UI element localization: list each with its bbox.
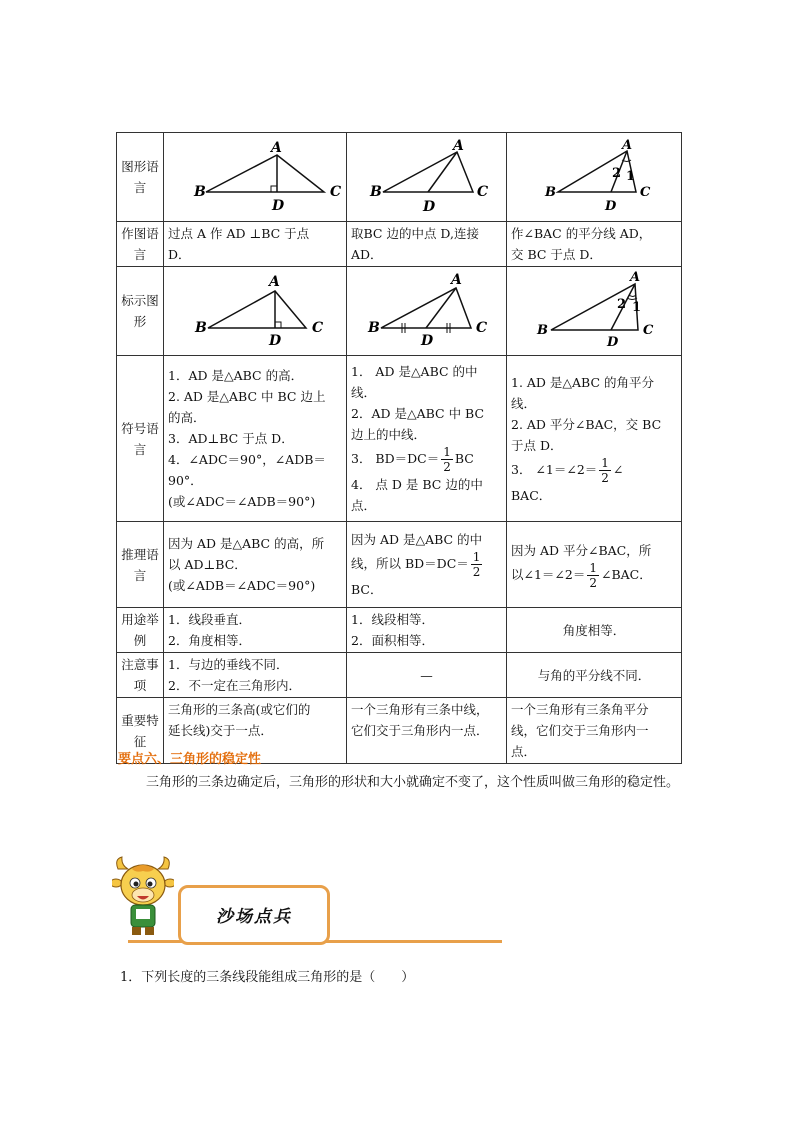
cell-notes-bisector: 与角的平分线不同． [507,653,682,698]
svg-text:A: A [453,138,464,154]
cell-notes-median: — [347,653,507,698]
cell-symbol-bisector: 1. AD 是△ABC 的角平分 线． 2. AD 平分∠BAC，交 BC 于点 D． 3． ∠1＝∠2＝ $\frac{1}{2}$ ∠ BAC． [507,356,682,522]
svg-text:C: C [477,184,489,200]
section-paragraph: 三角形的三条边确定后，三角形的形状和大小就确定不变了，这个性质叫做三角形的稳定性。 [146,775,680,790]
row-header-symbol-language: 符号语言 [117,356,164,522]
svg-text:D: D [421,333,434,348]
svg-text:B: B [545,185,556,200]
svg-text:C: C [640,185,651,200]
median-marked-figure [347,267,507,356]
cell-usage-median: 1．线段相等． 2．面积相等． [347,608,507,653]
altitude-marked-figure [164,267,347,356]
row-header-drawing-language: 作图语言 [117,222,164,267]
svg-text:B: B [537,323,548,338]
svg-text:C: C [643,323,654,338]
label-C: C [330,184,342,200]
svg-text:A: A [622,138,633,153]
svg-text:2: 2 [612,166,622,181]
row-header-features: 重要特征 [117,698,164,764]
fraction-half: $\frac{1}{2}$ [472,550,481,579]
svg-text:A: A [269,274,280,290]
svg-text:D: D [269,333,282,348]
row-header-figure-language: 图形语言 [117,133,164,222]
cell-drawing-median: 取BC 边的中点 D,连接 AD． [347,222,507,267]
cell-reasoning-altitude: 因为 AD 是△ABC 的高，所 以 AD⊥BC． (或∠ADB＝∠ADC＝90°) [164,522,347,608]
label-D: D [272,198,285,214]
svg-text:C: C [476,320,488,336]
svg-text:C: C [312,320,324,336]
svg-text:B: B [195,320,207,336]
row-header-usage: 用途举例 [117,608,164,653]
fraction-half: $\frac{1}{2}$ [589,560,597,590]
svg-text:1: 1 [626,169,636,184]
cell-notes-altitude: 1．与边的垂线不同． 2．不一定在三角形内． [164,653,347,698]
cell-usage-altitude: 1．线段垂直． 2．角度相等． [164,608,347,653]
svg-text:D: D [605,199,617,214]
label-B: B [194,184,206,200]
row-header-marked-figure: 标示图形 [117,267,164,356]
banner-box [178,885,330,945]
cell-symbol-median: 1． AD 是△ABC 的中 线． 2．AD 是△ABC 中 BC 边上的中线． 3． BD＝DC＝ $\frac{1}{2}$ BC 4． 点 D 是 BC 边的中 点． [347,356,507,522]
median-figure [347,133,507,222]
cell-symbol-altitude: 1．AD 是△ABC 的高． 2. AD 是△ABC 中 BC 边上 的高． 3．AD⊥BC 于点 D． 4．∠ADC＝90°，∠ADB＝ 90°． (或∠ADC＝∠ADB＝90°) [164,356,347,522]
svg-text:2: 2 [617,297,627,312]
comparison-table [116,132,682,764]
cell-drawing-altitude: 过点 A 作 AD ⊥BC 于点 D． [164,222,347,267]
svg-text:A: A [630,270,641,285]
svg-text:D: D [607,335,619,348]
row-header-reasoning-language: 推理语言 [117,522,164,608]
fraction-half: $\frac{1}{2}$ [601,455,609,485]
mascot-icon [112,855,174,939]
cell-reasoning-bisector: 因为 AD 平分∠BAC，所 以∠1＝∠2＝ $\frac{1}{2}$ ∠BAC． [507,522,682,608]
banner-title: 沙场点兵 [216,907,292,927]
question-1: 1．下列长度的三条线段能组成三角形的是（ ） [120,970,415,985]
cell-drawing-bisector: 作∠BAC 的平分线 AD， 交 BC 于点 D． [507,222,682,267]
svg-text:A: A [451,272,462,288]
svg-text:D: D [423,199,436,214]
cell-usage-bisector: 角度相等． [507,608,682,653]
row-header-notes: 注意事项 [117,653,164,698]
cell-features-bisector: 一个三角形有三条角平分 线，它们交于三角形内一 点． [507,698,682,764]
cell-reasoning-median: 因为 AD 是△ABC 的中 线，所以 BD＝DC＝ $\frac{1}{2}$ BC． [347,522,507,608]
section-title: 要点六、三角形的稳定性 [118,752,262,767]
label-A: A [271,140,282,156]
svg-text:B: B [368,320,380,336]
fraction-half: $\frac{1}{2}$ [443,445,451,474]
svg-text:B: B [370,184,382,200]
bisector-marked-figure [507,267,682,356]
bisector-figure [507,133,682,222]
altitude-figure [164,133,347,222]
cell-features-median: 一个三角形有三条中线， 它们交于三角形内一点． [347,698,507,764]
svg-text:1: 1 [632,300,642,315]
cell-features-altitude: 三角形的三条高(或它们的 延长线)交于一点． [164,698,347,764]
